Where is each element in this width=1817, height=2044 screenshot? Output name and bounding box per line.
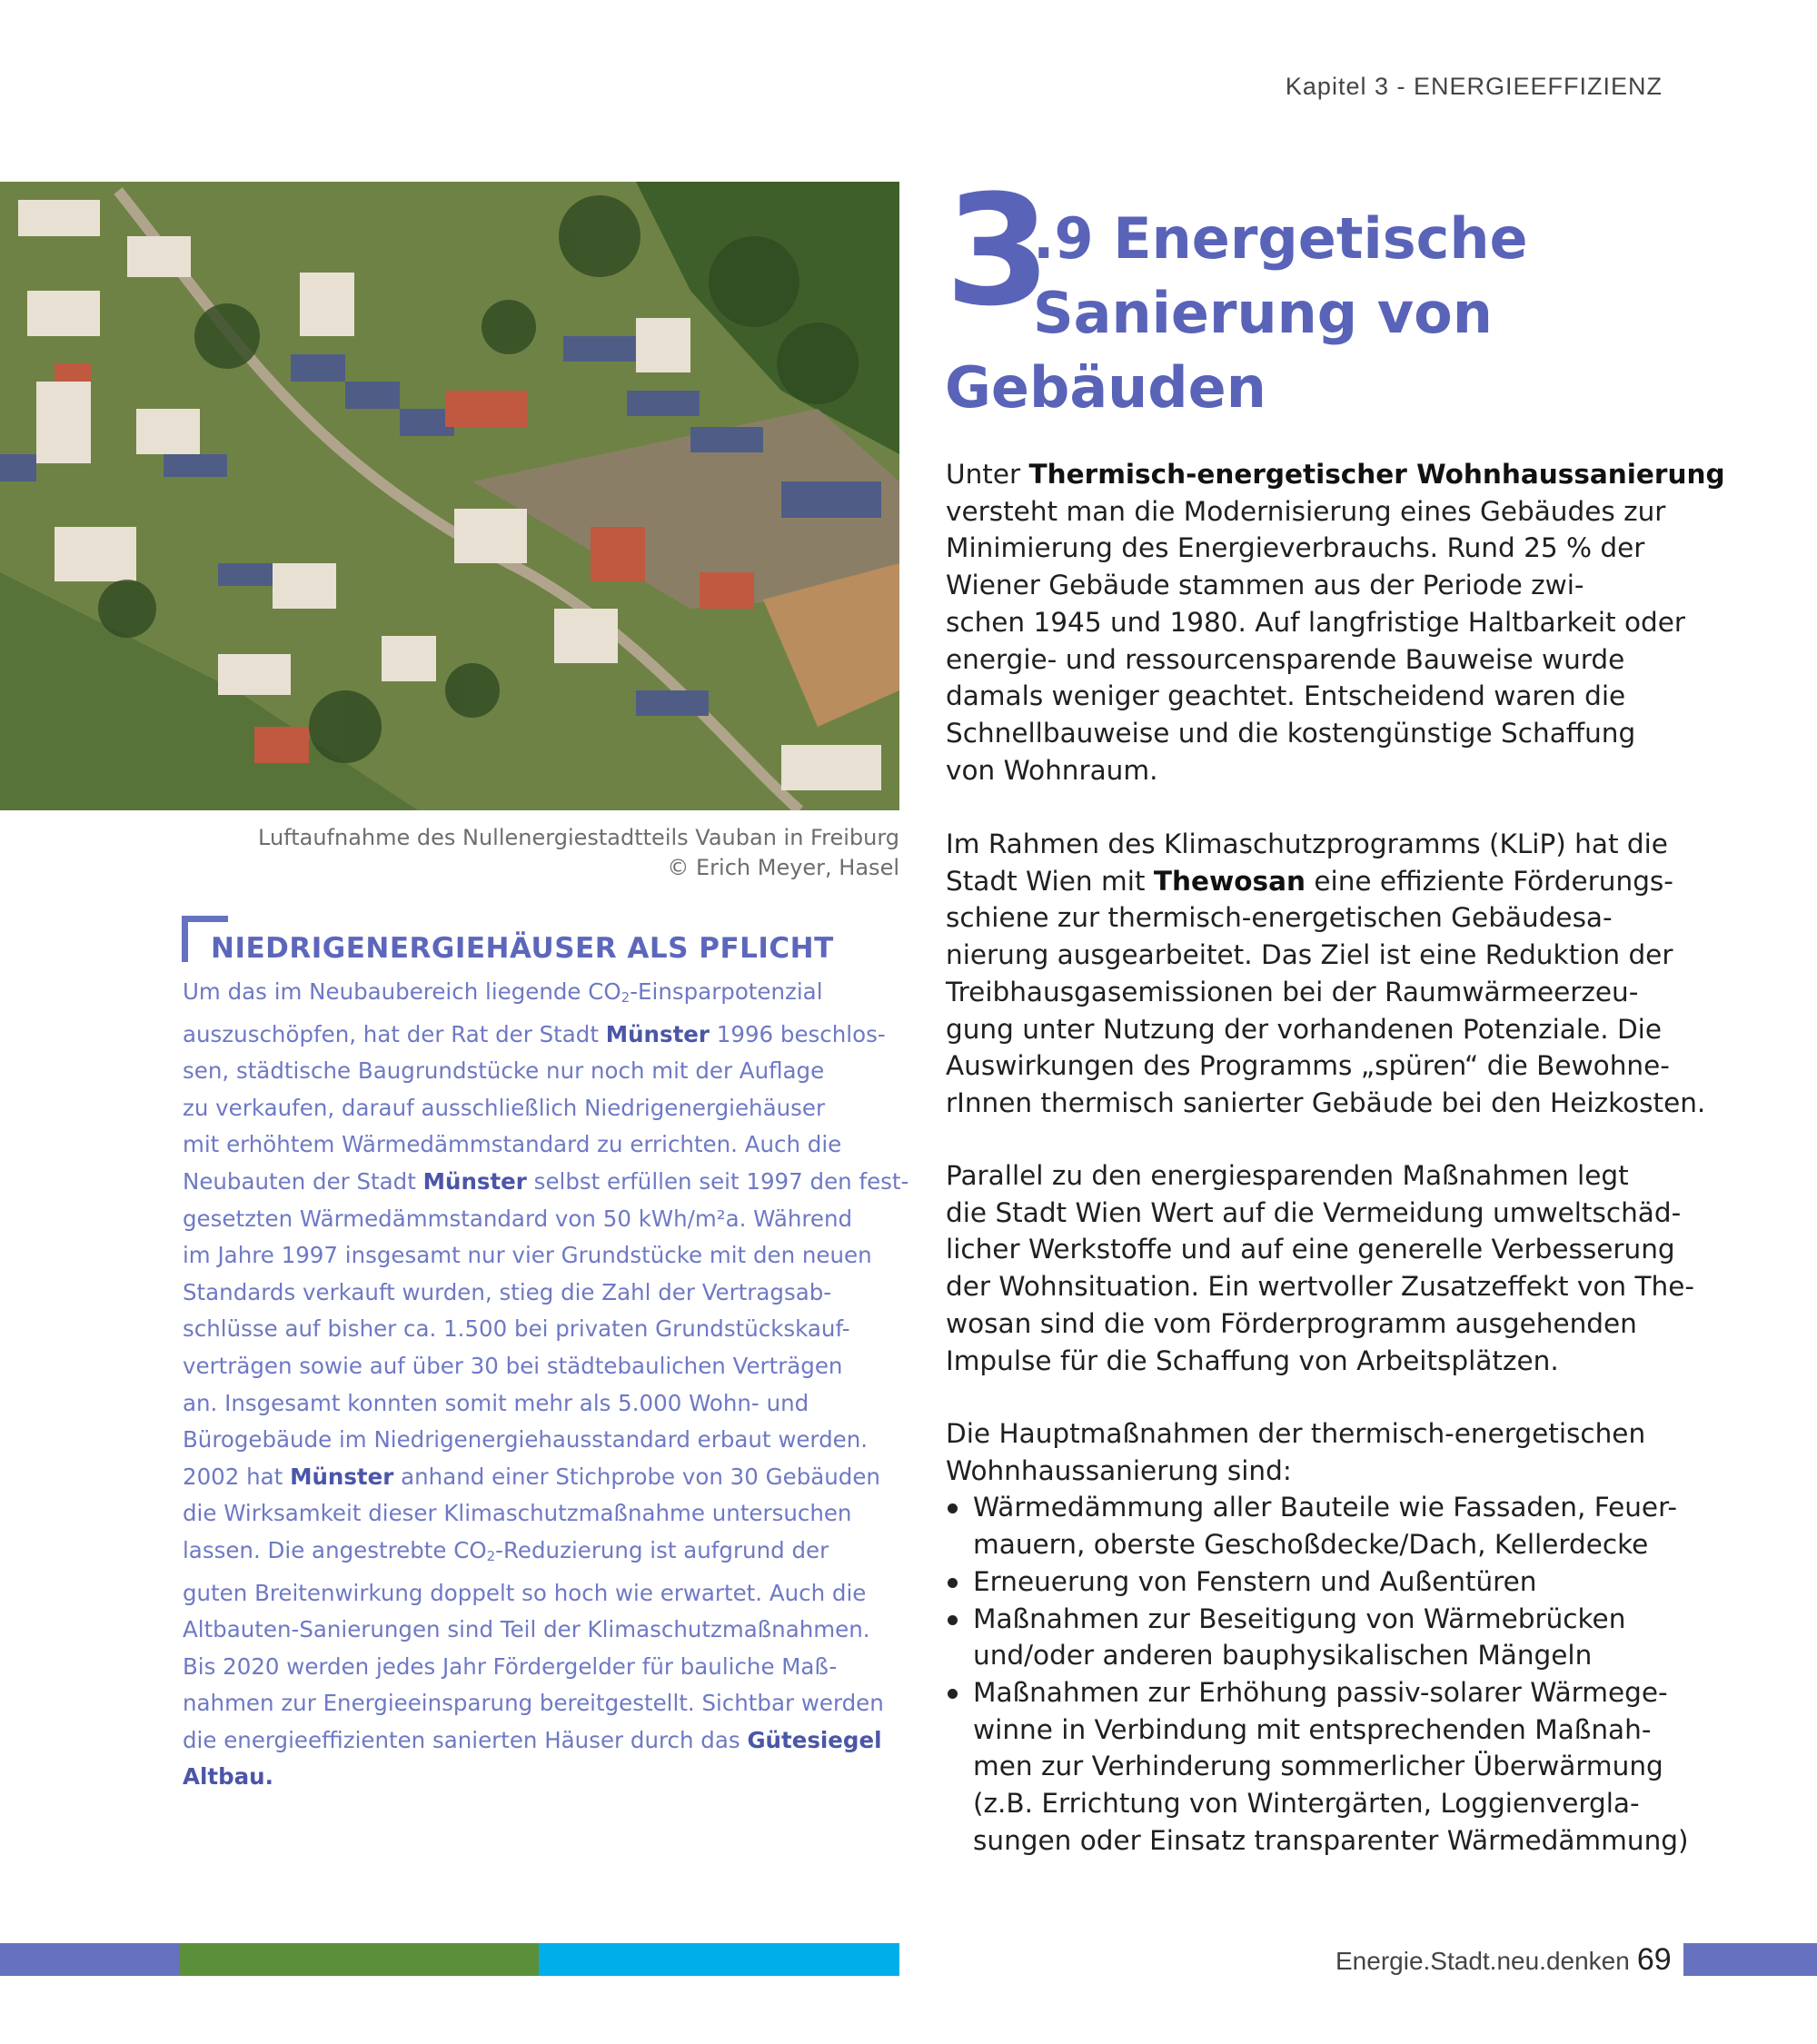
sidebar-box-line: verträgen sowie auf über 30 bei städtebaulichen Verträgen — [183, 1352, 843, 1379]
paragraph-line: Stadt Wien mit Thewosan eine effiziente Förderungs- — [946, 865, 1673, 897]
sidebar-box-line: Um das im Neubaubereich liegende $CO_2$-Einsparpotenzial — [183, 978, 823, 1006]
sidebar-box-text — [183, 974, 909, 1796]
sidebar-box-line: Bürogebäude im Niedrigenergiehausstandard erbaut werden. — [183, 1426, 869, 1454]
list-item-line: men zur Verhinderung sommerlicher Überwärmung — [973, 1751, 1663, 1782]
list-item-line: Erneuerung von Fenstern und Außentüren — [973, 1565, 1537, 1597]
sidebar-box-line: Standards verkauft wurden, stieg die Zahl der Vertragsab- — [183, 1278, 832, 1305]
sidebar-box-title: NIEDRIGENERGIEHÄUSER ALS PFLICHT — [211, 932, 834, 965]
list-item-line: Maßnahmen zur Beseitigung von Wärmebrücken — [973, 1602, 1626, 1634]
sidebar-box-line: die energieeffizienten sanierten Häuser durch das Gütesiegel — [183, 1726, 882, 1753]
sidebar-box-line: 2002 hat Münster anhand einer Stichprobe von 30 Gebäuden — [183, 1463, 880, 1490]
list-item — [946, 1489, 1763, 1563]
paragraph-line: Im Rahmen des Klimaschutzprogramms (KLiP) hat die — [946, 829, 1668, 859]
paragraph-line: Wiener Gebäude stammen aus der Periode zwi- — [946, 570, 1584, 601]
measures-list — [946, 1489, 1763, 1859]
sidebar-box-line: Bis 2020 werden jedes Jahr Fördergelder für bauliche Maß- — [183, 1652, 838, 1680]
paragraph-3 — [946, 1157, 1763, 1379]
paragraph-line: wosan sind die vom Förderprogramm ausgehenden — [946, 1307, 1637, 1339]
paragraph-line: Impulse für die Schaffung von Arbeitsplätzen. — [946, 1344, 1559, 1376]
list-item-line: Maßnahmen zur Erhöhung passiv-solarer Wärmege- — [973, 1676, 1668, 1708]
sidebar-box-line: Altbauten-Sanierungen sind Teil der Klimaschutzmaßnahmen. — [183, 1616, 870, 1643]
page-number: 69 — [1636, 1942, 1672, 1977]
paragraph-line: damals weniger geachtet. Entscheidend waren die — [946, 680, 1626, 712]
footer-title: Energie.Stadt.neu.denken — [1335, 1947, 1630, 1975]
paragraph-1 — [946, 456, 1763, 789]
paragraph-line: Minimierung des Energieverbrauchs. Rund 25 % der — [946, 532, 1645, 564]
list-item-line: und/oder anderen bauphysikalischen Mängeln — [973, 1640, 1593, 1672]
list-item-line: winne in Verbindung mit entsprechenden Maßnah- — [973, 1713, 1652, 1745]
paragraph-2 — [946, 826, 1763, 1122]
section-heading — [945, 162, 1762, 425]
list-item-line: Wärmedämmung aller Bauteile wie Fassaden, Feuer- — [973, 1492, 1677, 1523]
paragraph-line: von Wohnraum. — [946, 754, 1158, 786]
sidebar-box-line: im Jahre 1997 insgesamt nur vier Grundstücke mit den neuen — [183, 1242, 872, 1269]
sidebar-box-line: mit erhöhtem Wärmedämmstandard zu errichten. Auch die — [183, 1131, 842, 1158]
paragraph-line: Auswirkungen des Programms „spüren“ die Bewohne- — [946, 1050, 1670, 1082]
sidebar-box-line: schlüsse auf bisher ca. 1.500 bei privaten Grundstückskauf- — [183, 1315, 850, 1343]
heading-line-1: .9 Energetische — [1033, 205, 1528, 272]
footer-bar-cyan — [539, 1943, 899, 1976]
paragraph-line: Treibhausgasemissionen bei der Raumwärmeerzeu- — [946, 976, 1639, 1007]
paragraph-line: schen 1945 und 1980. Auf langfristige Haltbarkeit oder — [946, 606, 1686, 638]
paragraph-line: rInnen thermisch sanierter Gebäude bei den Heizkosten. — [946, 1086, 1706, 1118]
sidebar-box-line: nahmen zur Energieeinsparung bereitgestellt. Sichtbar werden — [183, 1690, 884, 1717]
sidebar-box-line: Neubauten der Stadt Münster selbst erfüllen seit 1997 den fest- — [183, 1167, 909, 1195]
heading-big-number: 3 — [945, 162, 1051, 340]
sidebar-box-line: an. Insgesamt konnten somit mehr als 5.000 Wohn- und — [183, 1389, 809, 1416]
list-item — [946, 1601, 1763, 1674]
paragraph-line: energie- und ressourcensparende Bauweise wurde — [946, 643, 1625, 675]
footer-bar-green — [179, 1943, 539, 1976]
paragraph-line: Parallel zu den energiesparenden Maßnahmen legt — [946, 1160, 1629, 1191]
sidebar-box-line: guten Breitenwirkung doppelt so hoch wie erwartet. Auch die — [183, 1579, 867, 1606]
paragraph-4 — [946, 1415, 1763, 1859]
paragraph-line: gung unter Nutzung der vorhandenen Potenziale. Die — [946, 1013, 1663, 1045]
caption-line: Luftaufnahme des Nullenergiestadtteils Vauban in Freiburg — [258, 825, 899, 850]
sidebar-box-line: gesetzten Wärmedämmstandard von 50 kWh/m²a. Während — [183, 1205, 853, 1232]
list-item — [946, 1563, 1763, 1601]
sidebar-box-line: zu verkaufen, darauf ausschließlich Niedrigenergiehäuser — [183, 1094, 826, 1121]
sidebar-box-line: lassen. Die angestrebte $CO_2$-Reduzierung ist aufgrund der — [183, 1536, 829, 1564]
aerial-photo-illustration — [0, 182, 899, 810]
sidebar-box-line: Altbau. — [183, 1763, 273, 1791]
list-item-line: mauern, oberste Geschoßdecke/Dach, Kellerdecke — [973, 1529, 1649, 1561]
list-item — [946, 1674, 1763, 1860]
chapter-header: Kapitel 3 - ENERGIEEFFIZIENZ — [1285, 73, 1663, 100]
heading-line-3: Gebäuden — [945, 354, 1266, 421]
sidebar-box-line: auszuschöpfen, hat der Rat der Stadt Münster 1996 beschlos- — [183, 1020, 886, 1047]
list-item-line: sungen oder Einsatz transparenter Wärmedämmung) — [973, 1824, 1689, 1856]
list-item-line: (z.B. Errichtung von Wintergärten, Loggienvergla- — [973, 1788, 1640, 1820]
paragraph-line: der Wohnsituation. Ein wertvoller Zusatzeffekt von The- — [946, 1271, 1695, 1303]
sidebar-box-line: sen, städtische Baugrundstücke nur noch mit der Auflage — [183, 1057, 825, 1085]
paragraph-line: Unter Thermisch-energetischer Wohnhaussanierung — [946, 459, 1725, 490]
paragraph-line: versteht man die Modernisierung eines Gebäudes zur — [946, 495, 1666, 527]
paragraph-line: nierung ausgearbeitet. Das Ziel ist eine Reduktion der — [946, 939, 1673, 971]
caption-credit: © Erich Meyer, Hasel — [667, 855, 899, 880]
footer-bar-right — [1683, 1943, 1817, 1976]
paragraph-line: Die Hauptmaßnahmen der thermisch-energetischen — [946, 1418, 1646, 1449]
paragraph-line: licher Werkstoffe und auf eine generelle Verbesserung — [946, 1234, 1675, 1265]
paragraph-line: Wohnhaussanierung sind: — [946, 1454, 1292, 1486]
image-caption — [91, 823, 899, 883]
footer — [1335, 1942, 1672, 1978]
paragraph-line: schiene zur thermisch-energetischen Gebäudesa- — [946, 902, 1613, 934]
aerial-photo — [0, 182, 899, 810]
heading-line-2: Sanierung von — [1033, 280, 1493, 346]
paragraph-line: die Stadt Wien Wert auf die Vermeidung umweltschäd- — [946, 1196, 1682, 1228]
footer-bar-blue — [0, 1943, 179, 1976]
sidebar-box-line: die Wirksamkeit dieser Klimaschutzmaßnahme untersuchen — [183, 1500, 852, 1527]
paragraph-line: Schnellbauweise und die kostengünstige Schaffung — [946, 717, 1636, 749]
